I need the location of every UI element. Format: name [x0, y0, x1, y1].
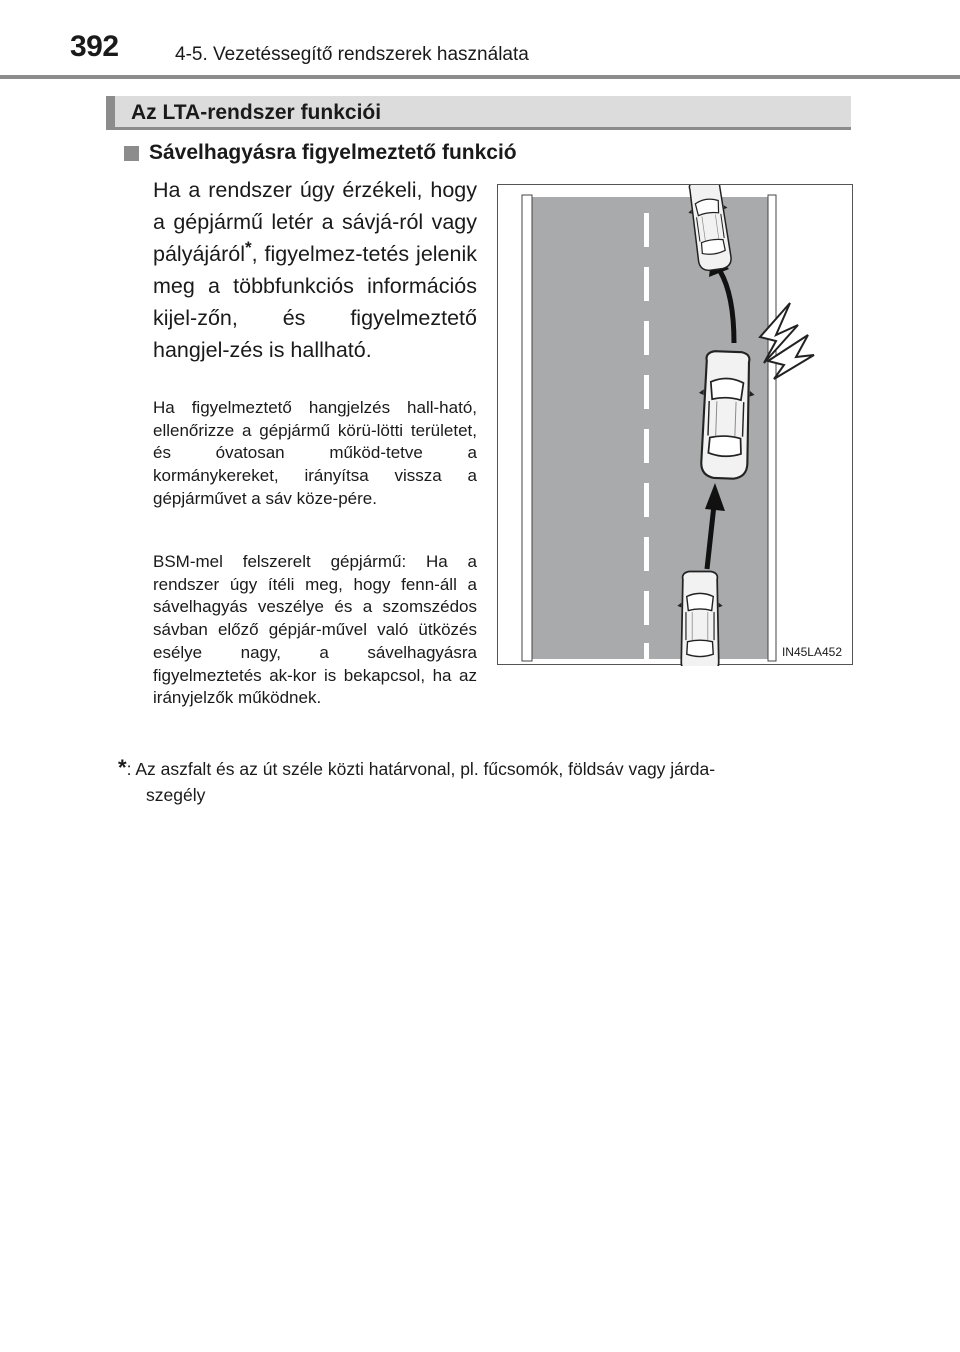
page-number: 392	[70, 30, 119, 63]
illustration	[497, 184, 853, 665]
section-title: Az LTA-rendszer funkciói	[131, 101, 382, 124]
subheading-text: Sávelhagyásra figyelmeztető funkció	[149, 141, 517, 164]
subheading	[124, 141, 517, 165]
header-rule	[0, 75, 960, 79]
figure-code: IN45LA452	[781, 645, 842, 659]
footnote-text-line2: szegély	[146, 785, 206, 805]
main-paragraph	[153, 174, 477, 366]
car-icon	[677, 572, 722, 666]
chapter-title: 4-5. Vezetéssegítő rendszerek használata	[175, 44, 529, 65]
main-text-part1: Ha a rendszer úgy érzékeli, hogy a gépjármű letér a sávjá-ról vagy pályájáról	[153, 178, 477, 266]
footnote-text-line1: : Az aszfalt és az út széle közti határvonal, pl. fűcsomók, földsáv vagy járda-	[126, 759, 716, 779]
footnote	[118, 755, 856, 808]
footnote-mark: *	[118, 755, 127, 780]
note-paragraph-2: BSM-mel felszerelt gépjármű: Ha a rendszer úgy ítéli meg, hogy fenn-áll a sávelhagyás veszélye és a szomszédos sávban előző gépjár-művel való ütközés esélye nagy, a sávelhagyásra figyelmeztetés ak-kor is bekapcsol, ha az irányjelzők működnek.	[153, 552, 477, 708]
lane-dashes	[644, 213, 649, 659]
footnote-reference: *	[245, 237, 252, 257]
lane-departure-illustration	[498, 185, 854, 666]
road-edge-right	[768, 195, 776, 661]
note-paragraph-1: Ha figyelmeztető hangjelzés hall-ható, ellenőrizze a gépjármű körü-lötti területet, és óvatosan működ-tetve a kormánykereket, irányítsa vissza a gépjárművet a sáv köze-pére.	[153, 398, 477, 508]
road-edge-left	[522, 195, 532, 661]
section-bar	[106, 96, 851, 130]
square-bullet-icon	[124, 146, 139, 161]
main-text-part2: , figyelmez-tetés jelenik meg a többfunkciós információs kijel-zőn, és figyelmeztető hangjel-zés is hallható.	[153, 242, 477, 362]
